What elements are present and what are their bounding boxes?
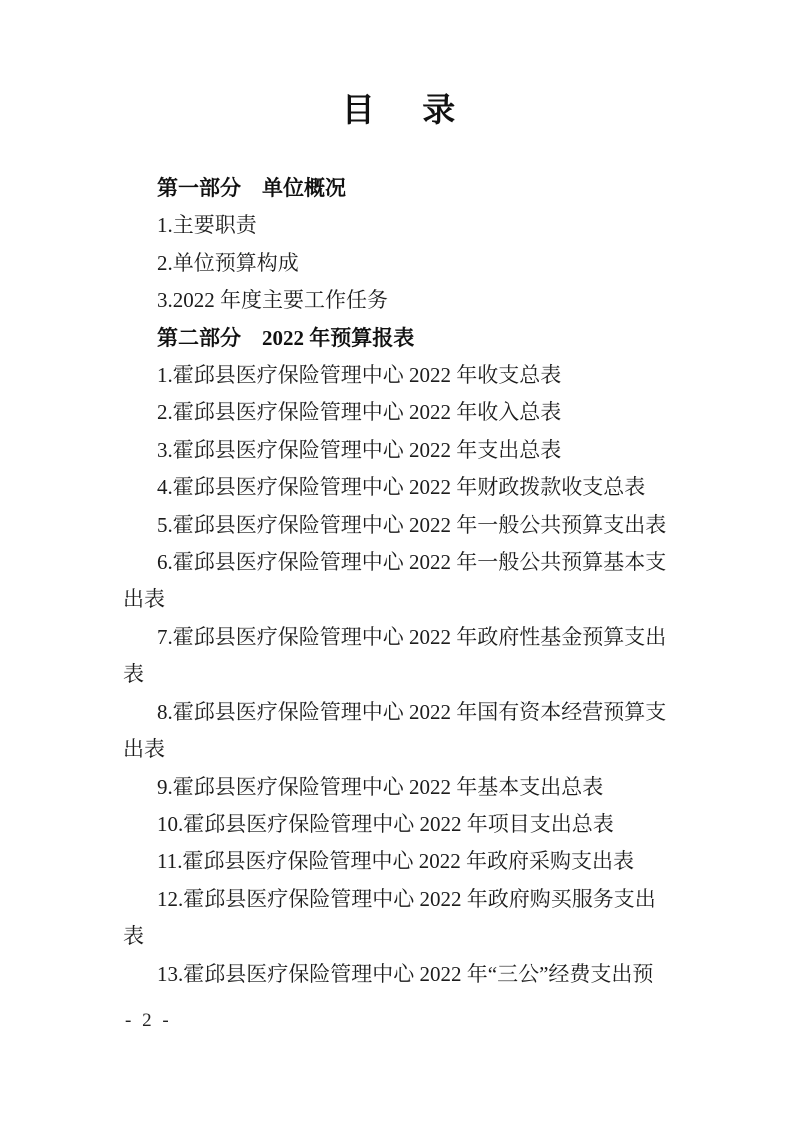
toc-item: 9.霍邱县医疗保险管理中心 2022 年基本支出总表 [157, 774, 604, 799]
toc-item: 3.霍邱县医疗保险管理中心 2022 年支出总表 [157, 437, 562, 462]
toc-item: 11.霍邱县医疗保险管理中心 2022 年政府采购支出表 [157, 849, 634, 874]
toc-item: 7.霍邱县医疗保险管理中心 2022 年政府性基金预算支出表 [123, 624, 667, 687]
toc-item: 4.霍邱县医疗保险管理中心 2022 年财政拨款收支总表 [157, 475, 646, 500]
section-heading-1 [123, 170, 675, 207]
toc-item: 6.霍邱县医疗保险管理中心 2022 年一般公共预算基本支出表 [123, 550, 667, 612]
toc-item: 1.主要职责 [157, 213, 257, 238]
page-number: - 2 - [125, 1010, 172, 1031]
toc-item: 13.霍邱县医疗保险管理中心 2022 年“三公”经费支出预 [157, 961, 654, 986]
toc-item: 8.霍邱县医疗保险管理中心 2022 年国有资本经营预算支出表 [123, 699, 667, 762]
section-heading-2 [123, 320, 675, 357]
toc-item: 2.霍邱县医疗保险管理中心 2022 年收入总表 [157, 400, 562, 425]
toc-content [123, 88, 675, 993]
toc-item: 5.霍邱县医疗保险管理中心 2022 年一般公共预算支出表 [157, 512, 667, 537]
section-heading-number: 第一部分 [157, 176, 241, 200]
toc-item: 2.单位预算构成 [157, 250, 299, 275]
toc-item: 10.霍邱县医疗保险管理中心 2022 年项目支出总表 [157, 811, 614, 836]
toc-item: 12.霍邱县医疗保险管理中心 2022 年政府购买服务支出表 [123, 886, 656, 949]
page-title: 目 录 [341, 93, 457, 129]
toc-item: 3.2022 年度主要工作任务 [157, 288, 388, 313]
toc-item: 1.霍邱县医疗保险管理中心 2022 年收支总表 [157, 363, 562, 388]
section-heading-title: 2022 年预算报表 [262, 325, 415, 350]
section-heading-title: 单位概况 [262, 176, 346, 200]
section-heading-number: 第二部分 [157, 325, 241, 350]
